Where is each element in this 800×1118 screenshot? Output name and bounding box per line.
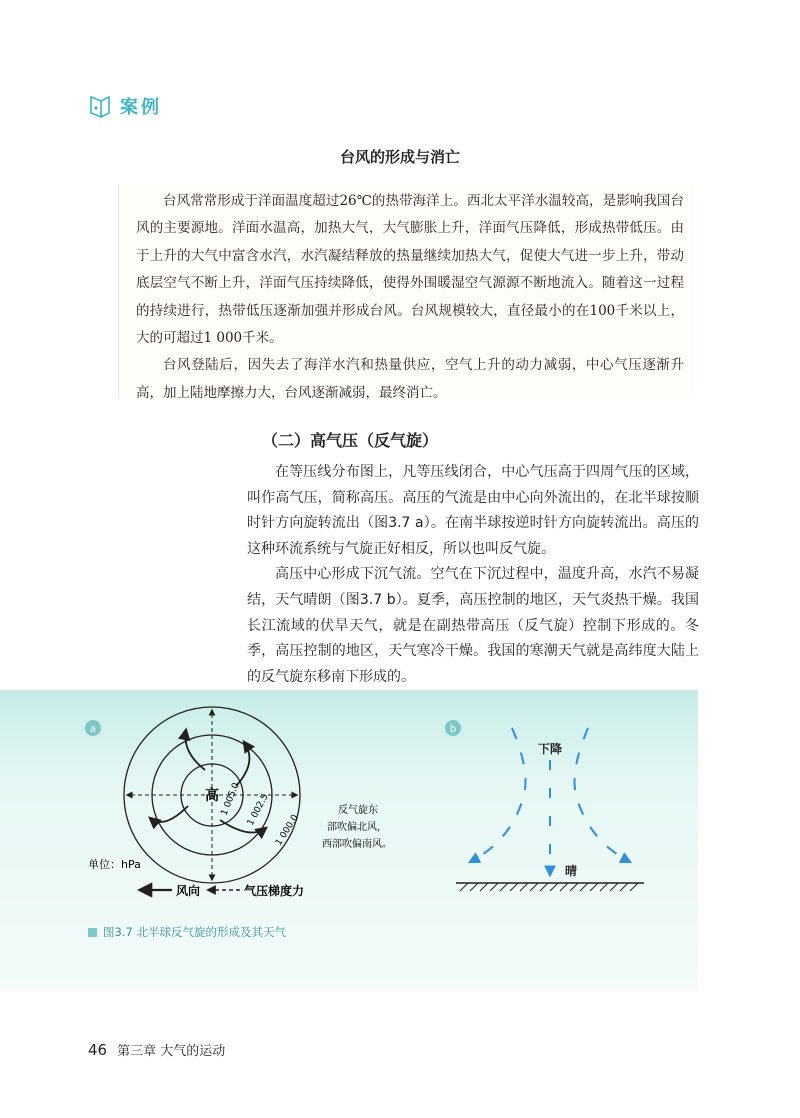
- caption-text: 图3.7 北半球反气旋的形成及其天气: [103, 925, 286, 939]
- page-footer: [88, 1040, 225, 1059]
- isobar-label: 1 005.0: [219, 781, 242, 818]
- panel-b: [445, 720, 644, 891]
- high-center-label: 高: [205, 788, 219, 804]
- subsidence-label: 下降: [538, 742, 563, 756]
- ground-hatching: [460, 883, 638, 891]
- note-line: 反气旋东: [338, 805, 378, 816]
- body-paragraph: 高压中心形成下沉气流。空气在下沉过程中，温度升高，水汽不易凝结，天气晴朗（图3.7 b）。夏季，高压控制的地区，天气炎热干燥。我国长江流域的伏旱天气，就是在副热带高压（反气旋）控制下形成的。冬季，高压控制的地区，天气寒冷干燥。我国的寒潮天气就是高纬度大陆上的反气旋东移南下形成的。: [247, 566, 699, 685]
- chapter-title: 第三章 大气的运动: [117, 1044, 226, 1059]
- panel-a: [85, 707, 392, 898]
- case-text: [136, 188, 684, 407]
- left-downflow: [470, 728, 526, 862]
- panel-a-label: a: [89, 724, 97, 735]
- case-title: 台风的形成与消亡: [339, 148, 460, 166]
- case-header: [88, 93, 162, 119]
- note-line: 西部吹偏南风。: [322, 839, 392, 850]
- gradient-legend-label: 气压梯度力: [244, 884, 305, 898]
- right-downflow: [575, 728, 631, 862]
- wind-legend-label: 风向: [176, 884, 201, 898]
- weather-label: 晴: [565, 864, 578, 878]
- caption-marker: [88, 928, 97, 937]
- case-section-label: 案例: [120, 97, 162, 118]
- figure-caption: [88, 924, 286, 940]
- case-paragraph: 台风登陆后，因失去了海洋水汽和热量供应，空气上升的动力减弱，中心气压逐渐升高，加上陆地摩擦力大，台风逐渐减弱，最终消亡。: [136, 357, 684, 401]
- isobar-label: 1 000.0: [274, 813, 301, 848]
- isobar-label: 1 002.5: [245, 792, 271, 828]
- wind-arrow: [236, 742, 249, 786]
- page-number: 46: [88, 1041, 108, 1059]
- figure-3-7: [0, 690, 698, 920]
- body-paragraph: 在等压线分布图上，凡等压线闭合，中心气压高于四周气压的区域，叫作高气压，简称高压。高压的气流是由中心向外流出的，在北半球按顺时针方向旋转流出（图3.7 a）。在南半球按逆时针方向旋转流出。高压的这种环流系统与气旋正好相反，所以也叫反气旋。: [247, 464, 699, 557]
- section-body: [247, 460, 699, 690]
- book-icon: [88, 93, 112, 119]
- case-paragraph: 台风常常形成于洋面温度超过26℃的热带海洋上。西北太平洋水温较高，是影响我国台风的主要源地。洋面水温高，加热大气，大气膨胀上升，洋面气压降低，形成热带低压。由于上升的大气中富含水汽，水汽凝结释放的热量继续加热大气，促使大气进一步上升，带动底层空气不断上升，洋面气压持续降低，使得外围暖湿空气源源不断地流入。随着这一过程的持续进行，热带低压逐渐加强并形成台风。台风规模较大，直径最小的在100千米以上，大的可超过1 000千米。: [136, 193, 684, 347]
- section-title: （二）高气压（反气旋）: [262, 431, 439, 450]
- unit-label: 单位：hPa: [88, 858, 141, 871]
- note-line: 部吹偏北风，: [327, 822, 387, 833]
- panel-b-label: b: [449, 724, 457, 735]
